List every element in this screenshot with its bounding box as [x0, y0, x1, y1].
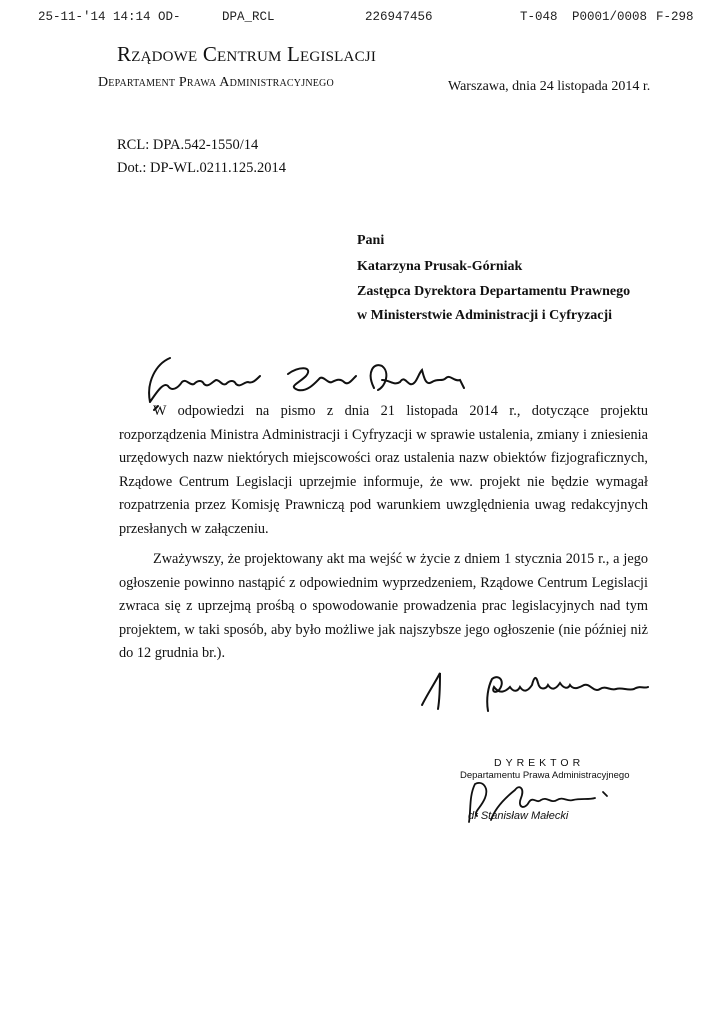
body-paragraph-1 [119, 400, 648, 541]
fax-sender: DPA_RCL [222, 10, 275, 24]
addressee-name: Katarzyna Prusak-Górniak [357, 259, 523, 274]
organization-name: Rządowe Centrum Legislacji [117, 42, 377, 66]
reference-dot: Dot.: DP-WL.0211.125.2014 [117, 160, 287, 176]
addressee-institution: w Ministerstwie Administracji i Cyfryzacji [357, 308, 613, 323]
signature-title: DYREKTOR [494, 757, 585, 769]
addressee-position: Zastępca Dyrektora Departamentu Prawnego [357, 284, 631, 299]
date-line: Warszawa, dnia 24 listopada 2014 r. [448, 79, 651, 94]
signature-department: Departamentu Prawa Administracyjnego [460, 770, 630, 781]
organization-department: Departament Prawa Administracyjnego [98, 75, 334, 90]
fax-form: F-298 [656, 10, 694, 24]
signature-name: dr Stanisław Małecki [468, 810, 569, 822]
paragraph-text-1: W odpowiedzi na pismo z dnia 21 listopada 2014 r., dotyczące projektu rozporządzenia Ministra Administracji i Cyfryzacji w sprawie ustalenia, zmiany i zniesienia urzędowych nazw niektórych miejscowości oraz ustalenia nazw obiektów fizjograficznych, Rządowe Centrum Legislacji uprzejmie informuje, że ww. projekt nie będzie wymagał rozpatrzenia przez Komisję Prawniczą pod warunkiem uwzględnienia uwag redakcyjnych przesłanych w załączeniu. [119, 403, 648, 537]
paragraph-text-2: Zważywszy, że projektowany akt ma wejść w życie z dniem 1 stycznia 2015 r., a jego ogłoszenie powinno nastąpić z odpowiednim wyprzedzeniem, Rządowe Centrum Legislacji zwraca się z uprzejmą prośbą o spowodowanie prowadzenia prac legislacyjnych nad tym projektem, w taki sposób, aby było możliwe jak najszybsze jego ogłoszenie (nie później niż do 12 grudnia br.). [119, 551, 648, 661]
handwritten-closing [414, 665, 664, 715]
fax-page: P0001/0008 [572, 10, 648, 24]
reference-rcl: RCL: DPA.542-1550/14 [117, 137, 259, 153]
fax-datetime: 25-11-'14 14:14 OD- [38, 10, 181, 24]
body-paragraph-2 [119, 548, 648, 666]
fax-number: 226947456 [365, 10, 433, 24]
addressee-honorific: Pani [357, 233, 385, 248]
fax-code: T-048 [520, 10, 558, 24]
